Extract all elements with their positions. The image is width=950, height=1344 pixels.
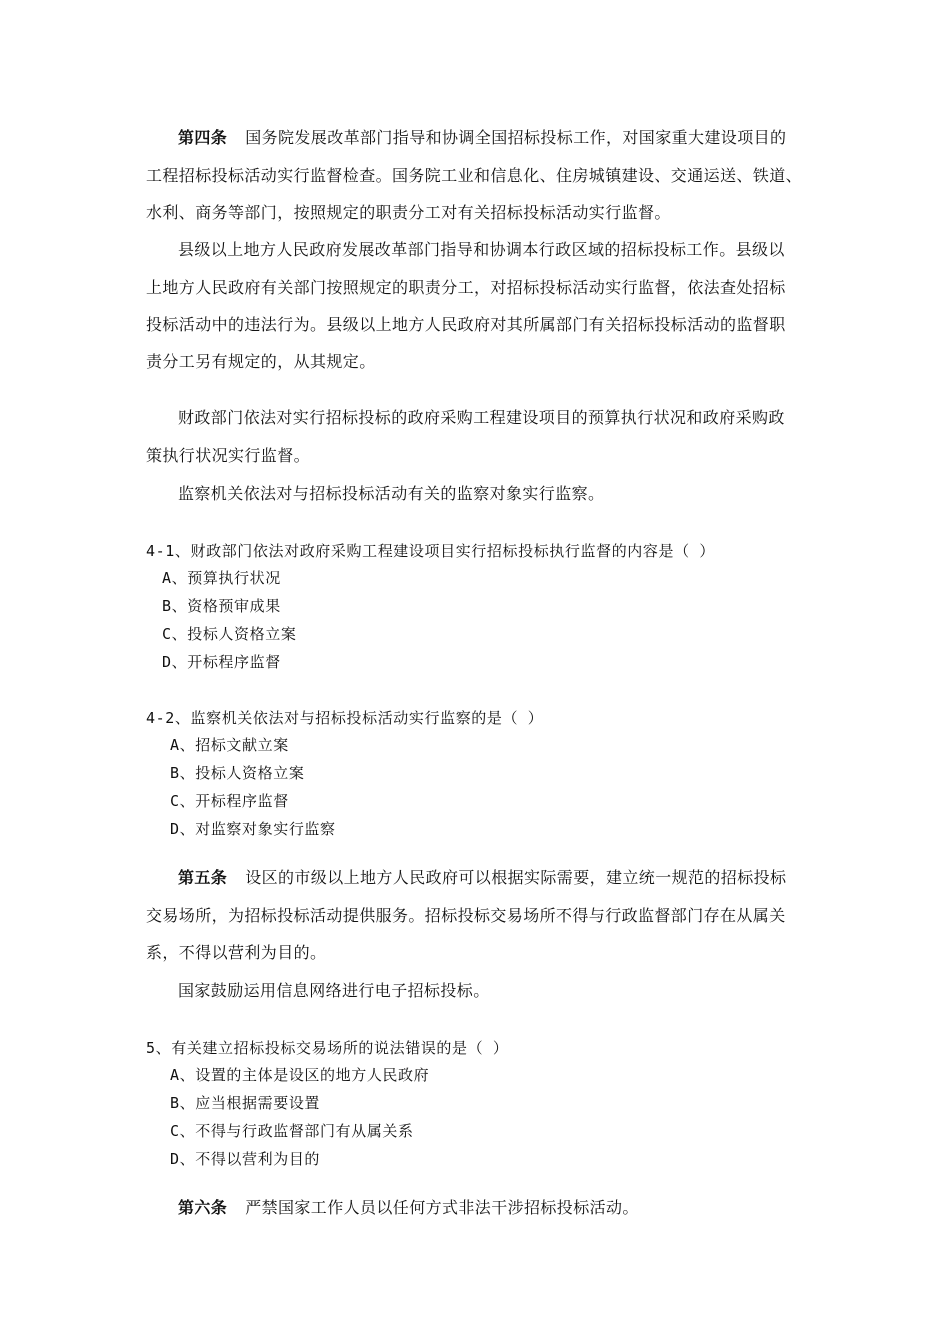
question-4-2: 4-2、监察机关依法对与招标投标活动实行监察的是（ ） xyxy=(146,709,544,727)
question-5: 5、有关建立招标投标交易场所的说法错误的是（ ） xyxy=(146,1039,509,1057)
article-4-para2-line-1: 县级以上地方人民政府发展改革部门指导和协调本行政区域的招标投标工作。县级以 xyxy=(178,240,785,259)
article-4-para3-line-1: 财政部门依法对实行招标投标的政府采购工程建设项目的预算执行状况和政府采购政 xyxy=(178,408,785,427)
question-4-1-option-a: A、预算执行状况 xyxy=(162,569,281,587)
article-4-line-3: 水利、商务等部门，按照规定的职责分工对有关招标投标活动实行监督。 xyxy=(146,203,671,222)
article-4-label: 第四条 xyxy=(178,128,228,147)
article-4-line-1 xyxy=(178,128,786,148)
article-5-label: 第五条 xyxy=(178,868,228,887)
question-4-2-option-c: C、开标程序监督 xyxy=(170,792,289,810)
article-4-line-2: 工程招标投标活动实行监督检查。国务院工业和信息化、住房城镇建设、交通运送、铁道、 xyxy=(146,166,803,185)
article-4-para2-line-4: 责分工另有规定的，从其规定。 xyxy=(146,352,376,371)
article-5-text: 设区的市级以上地方人民政府可以根据实际需要，建立统一规范的招标投标 xyxy=(245,868,787,887)
article-4-para2-line-2: 上地方人民政府有关部门按照规定的职责分工，对招标投标活动实行监督，依法查处招标 xyxy=(146,278,786,297)
article-4-para4: 监察机关依法对与招标投标活动有关的监察对象实行监察。 xyxy=(178,484,605,503)
article-6-label: 第六条 xyxy=(178,1198,228,1217)
article-4-para3-line-2: 策执行状况实行监督。 xyxy=(146,446,311,465)
article-4-para2-line-3: 投标活动中的违法行为。县级以上地方人民政府对其所属部门有关招标投标活动的监督职 xyxy=(146,315,786,334)
question-4-2-option-a: A、招标文献立案 xyxy=(170,736,289,754)
question-4-1-option-c: C、投标人资格立案 xyxy=(162,625,297,643)
article-4-text: 国务院发展改革部门指导和协调全国招标投标工作，对国家重大建设项目的 xyxy=(245,128,787,147)
question-5-option-b: B、应当根据需要设置 xyxy=(170,1094,321,1112)
question-4-2-option-b: B、投标人资格立案 xyxy=(170,764,305,782)
article-5-para2: 国家鼓励运用信息网络进行电子招标投标。 xyxy=(178,981,490,1000)
article-5-line-2: 交易场所，为招标投标活动提供服务。招标投标交易场所不得与行政监督部门存在从属关 xyxy=(146,906,786,925)
article-6-line-1 xyxy=(178,1198,639,1218)
question-5-option-c: C、不得与行政监督部门有从属关系 xyxy=(170,1122,414,1140)
question-4-2-option-d: D、对监察对象实行监察 xyxy=(170,820,336,838)
article-6-text: 严禁国家工作人员以任何方式非法干涉招标投标活动。 xyxy=(245,1198,639,1217)
question-5-option-d: D、不得以营利为目的 xyxy=(170,1150,321,1168)
question-4-1: 4-1、财政部门依法对政府采购工程建设项目实行招标投标执行监督的内容是（ ） xyxy=(146,542,715,560)
article-5-line-3: 系，不得以营利为目的。 xyxy=(146,943,327,962)
question-5-option-a: A、设置的主体是设区的地方人民政府 xyxy=(170,1066,430,1084)
article-5-line-1 xyxy=(178,868,786,888)
question-4-1-option-b: B、资格预审成果 xyxy=(162,597,281,615)
question-4-1-option-d: D、开标程序监督 xyxy=(162,653,281,671)
